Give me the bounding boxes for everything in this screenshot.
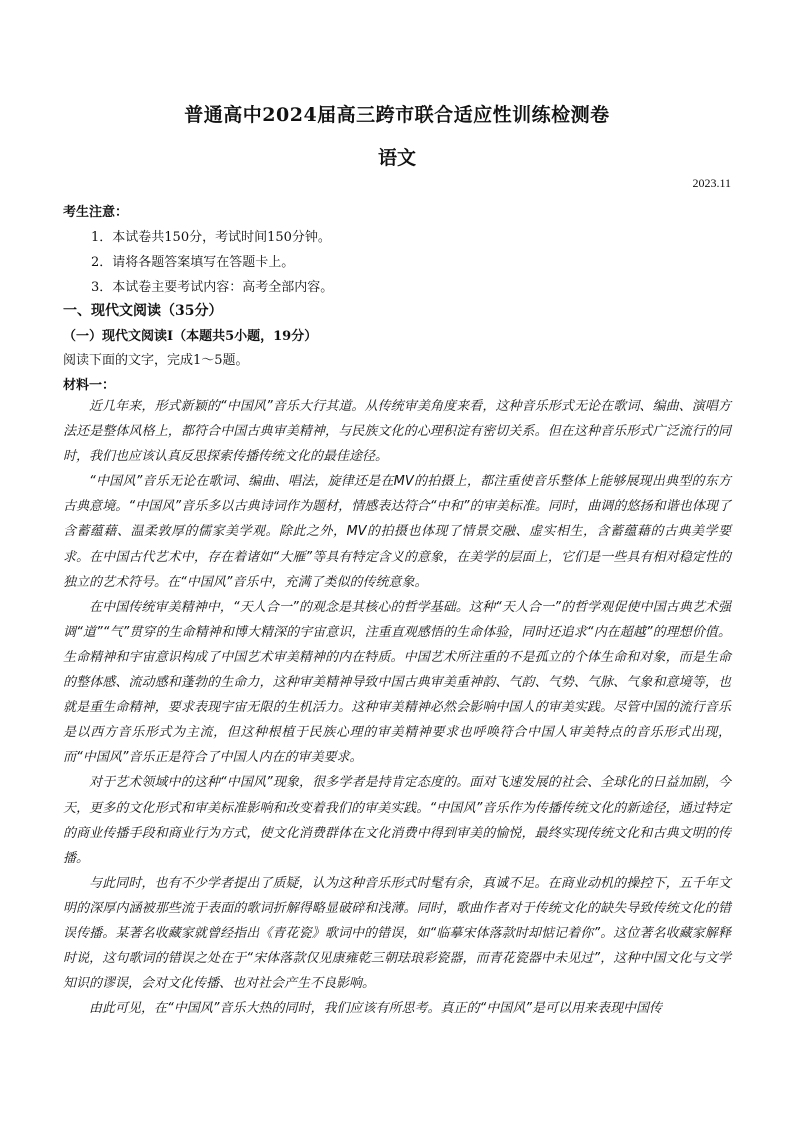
passage-paragraph: 与此同时，也有不少学者提出了质疑，认为这种音乐形式时髦有余，真诚不足。在商业动机的操控下，五千年文明的深厚内涵被那些流于表面的歌词折解得略显破碎和浅薄。同时，歌曲作者对于传统文化的缺失导致传统文化的错误传播。某著名收藏家就曾经指出《青花瓷》歌词中的错误，如“临摹宋体落款时却惦记着你”。这位著名收藏家解释时说，这句歌词的错误之处在于“宋体落款仅见康雍乾三朝珐琅彩瓷器，而青花瓷器中未见过”，这种中国文化与文学知识的谬误，会对文化传播、也对社会产生不良影响。 — [63, 875, 731, 992]
section-heading: 一、现代文阅读（35分） — [63, 303, 223, 319]
passage-paragraph: 在中国传统审美精神中，“天人合一”的观念是其核心的哲学基础。这种“天人合一”的哲学观促使中国古典艺术强调“道”“气”贯穿的生命精神和博大精深的宇宙意识，注重直观感悟的生命体验，同时还追求“内在超越”的理想价值。生命精神和宇宙意识构成了中国艺术审美精神的内在特质。中国艺术所注重的不是孤立的个体生命和对象，而是生命的整体感、流动感和蓬勃的生命力，这种审美精神导致中国古典审美重神韵、气韵、气势、气脉、气象和意境等，也就是重生命精神，要求表现宇宙无限的生机活力。这种审美精神必然会影响中国人的审美实践。尽管中国的流行音乐是以西方音乐形式为主流，但这种根植于民族心理的审美精神要求也呼唤符合中国人审美特点的音乐形式出现，而“中国风”音乐正是符合了中国人内在的审美要求。 — [63, 599, 731, 766]
exam-title: 普通高中2024届高三跨市联合适应性训练检测卷 — [184, 104, 610, 126]
reading-instruction: 阅读下面的文字，完成1～5题。 — [63, 353, 249, 368]
subject-title: 语文 — [377, 147, 416, 169]
notice-item: 1．本试卷共150分，考试时间150分钟。 — [91, 230, 331, 245]
material-label: 材料一： — [63, 378, 116, 393]
exam-date: 2023.11 — [692, 176, 731, 190]
passage-paragraph: 对于艺术领域中的这种“中国风”现象，很多学者是持肯定态度的。面对飞速发展的社会、全球化的日益加剧，今天，更多的文化形式和审美标准影响和改变着我们的审美实践。“中国风”音乐作为传播传统文化的新途径，通过特定的商业传播手段和商业行为方式，使文化消费群体在文化消费中得到审美的愉悦，最终实现传统文化和古典文明的传播。 — [63, 775, 731, 866]
passage-paragraph: “中国风”音乐无论在歌词、编曲、唱法，旋律还是在MV的拍摄上，都注重使音乐整体上能够展现出典型的东方古典意境。“中国风”音乐多以古典诗词作为题材，情感表达符合“中和”的审美标准。同时，曲调的悠扬和谐也体现了含蓄蕴藉、温柔敦厚的儒家美学观。除此之外，MV的拍摄也体现了情景交融、虚实相生，含蓄蕴藉的古典美学要求。在中国古代艺术中，存在着诸如“大雁”等具有特定含义的意象，在美学的层面上，它们是一些具有相对稳定性的独立的艺术符号。在“中国风”音乐中，充满了类似的传统意象。 — [63, 474, 731, 590]
reading-passage — [63, 394, 731, 1021]
notice-item: 2．请将各题答案填写在答题卡上。 — [91, 255, 295, 270]
passage-paragraph: 近几年来，形式新颖的“中国风”音乐大行其道。从传统审美角度来看，这种音乐形式无论在歌词、编曲、演唱方法还是整体风格上，都符合中国古典审美精神，与民族文化的心理积淀有密切关系。但在这种音乐形式广泛流行的同时，我们也应该认真反思探索传播传统文化的最佳途径。 — [63, 399, 731, 465]
notice-heading: 考生注意： — [63, 205, 129, 220]
notice-item: 3．本试卷主要考试内容：高考全部内容。 — [91, 280, 334, 295]
passage-paragraph: 由此可见，在“中国风”音乐大热的同时，我们应该有所思考。真正的“中国风”是可以用来表现中国传 — [89, 1001, 662, 1017]
subsection-heading: （一）现代文阅读Ⅰ（本题共5小题，19分） — [63, 329, 318, 344]
